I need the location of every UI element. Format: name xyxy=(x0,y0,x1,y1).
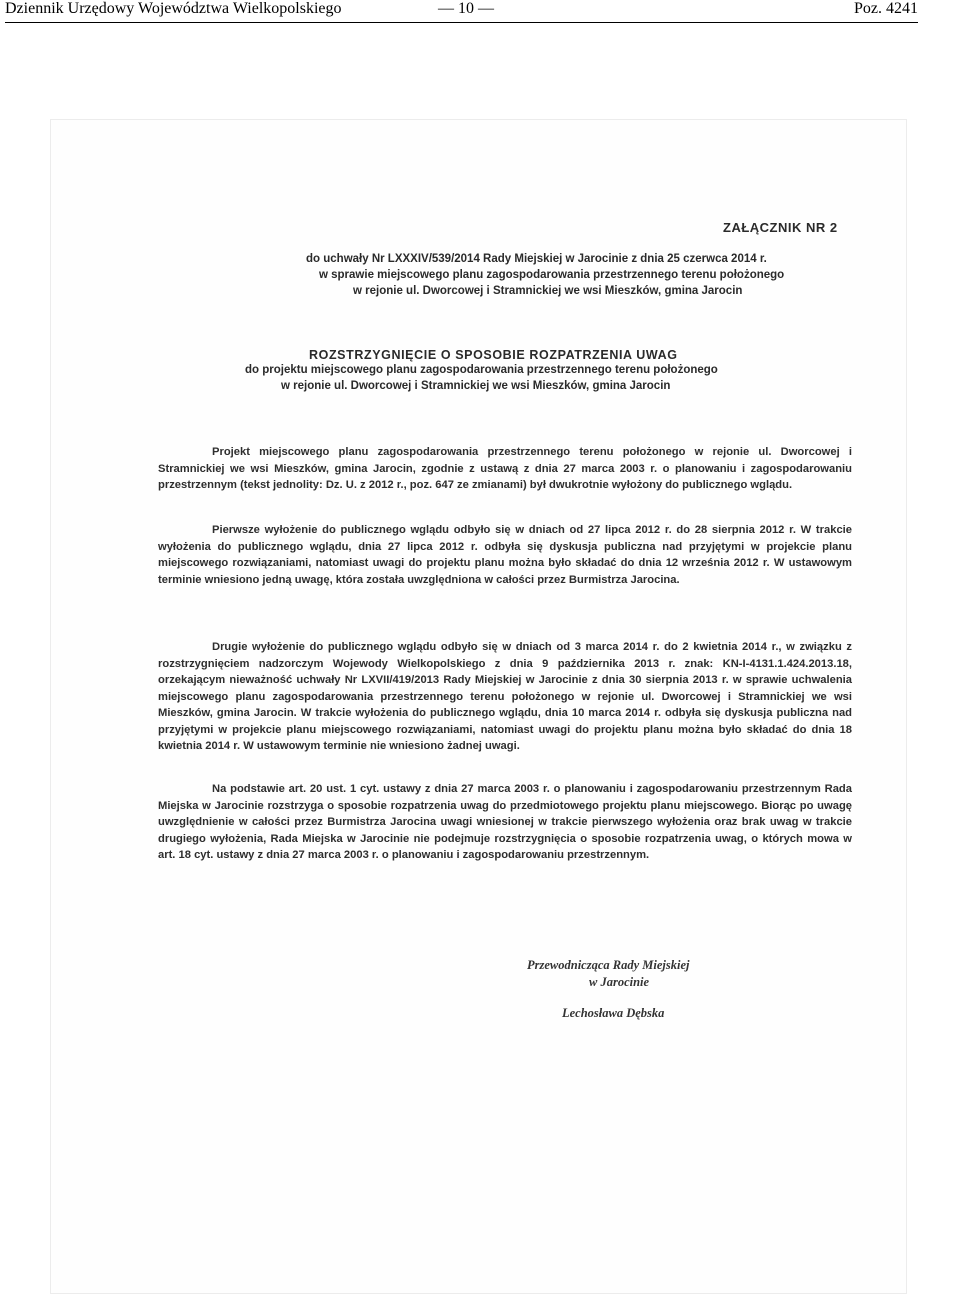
signature-name: Lechosława Dębska xyxy=(562,1006,665,1020)
annex-title: ZAŁĄCZNIK NR 2 xyxy=(723,220,838,235)
signature-role: w Jarocinie xyxy=(589,975,650,989)
publication-title: Dziennik Urzędowy Województwa Wielkopolskiego xyxy=(5,0,342,17)
running-header xyxy=(5,0,918,23)
position-number: Poz. 4241 xyxy=(854,0,918,17)
resolution-subtitle: do projektu miejscowego planu zagospodarowania przestrzennego terenu położonego xyxy=(245,364,718,376)
paragraph-first-display xyxy=(158,522,852,588)
paragraph-second-display xyxy=(158,639,852,755)
signature-role: Przewodnicząca Rady Miejskiej xyxy=(527,958,690,972)
resolution-subtitle: w rejonie ul. Dworcowej i Stramnickiej we wsi Mieszków, gmina Jarocin xyxy=(281,380,671,392)
annex-reference-line: do uchwały Nr LXXXIV/539/2014 Rady Miejskiej w Jarocinie z dnia 25 czerwca 2014 r. xyxy=(306,253,767,265)
scanned-document xyxy=(50,119,907,1294)
paragraph-text: Drugie wyłożenie do publicznego wglądu odbyło się w dniach od 3 marca 2014 r. do 2 kwietnia 2014 r., w związku z rozstrzygnięciem nadzorczym Wojewody Wielkopolskiego z dnia 9 października 2013 r. znak: KN-I-4131.1.424.2013.18, orzekającym nieważność uchwały Nr LXVII/419/2013 Rady Miejskiej w Jarocinie z dnia 30 sierpnia 2013 r. w sprawie uchwalenia miejscowego planu zagospodarowania przestrzennego terenu położonego w rejonie ul. Dworcowej i Stramnickiej we wsi Mieszków, gmina Jarocin. W trakcie wyłożenia do publicznego wglądu, dnia 10 marca 2014 r. odbyła się dyskusja publiczna nad przyjętymi w projekcie planu miejscowego rozwiązaniami, natomiast uwagi do projektu planu można było składać do dnia 18 kwietnia 2014 r. W ustawowym terminie nie wniesiono żadnej uwagi. xyxy=(158,641,852,752)
paragraph-text: Na podstawie art. 20 ust. 1 cyt. ustawy z dnia 27 marca 2003 r. o planowaniu i zagospodarowaniu przestrzennym Rada Miejska w Jarocinie rozstrzyga o sposobie rozpatrzenia uwag do przedmiotowego projektu planu miejscowego. Biorąc po uwagę uwzględnienie w całości przez Burmistrza Jarocina uwagi wniesionej w trakcie pierwszego wyłożenia oraz brak uwag w trakcie drugiego wyłożenia, Rada Miejska w Jarocinie nie podejmuje rozstrzygnięcia o sposobie rozpatrzenia uwag, o których mowa w art. 18 cyt. ustawy z dnia 27 marca 2003 r. o planowaniu i zagospodarowaniu przestrzennym. xyxy=(158,783,852,861)
paragraph-decision xyxy=(158,781,852,864)
paragraph-text: Projekt miejscowego planu zagospodarowania przestrzennego terenu położonego w rejonie ul. Dworcowej i Stramnickiej we wsi Mieszków, gmina Jarocin, zgodnie z ustawą z dnia 27 marca 2003 r. o planowaniu i zagospodarowaniu przestrzennym (tekst jednolity: Dz. U. z 2012 r., poz. 647 ze zmianami) był dwukrotnie wyłożony do publicznego wglądu. xyxy=(158,446,852,491)
paragraph-text: Pierwsze wyłożenie do publicznego wglądu odbyło się w dniach od 27 lipca 2012 r. do 28 sierpnia 2012 r. W trakcie wyłożenia do publicznego wglądu, dnia 27 lipca 2012 r. odbyła się dyskusja publiczna nad przyjętymi w projekcie planu miejscowego rozwiązaniami, natomiast uwagi do projektu planu można było składać do dnia 12 września 2012 r. W ustawowym terminie wniesiono jedną uwagę, która została uwzględniona w całości przez Burmistrza Jarocina. xyxy=(158,524,852,586)
annex-reference-line: w sprawie miejscowego planu zagospodarowania przestrzennego terenu położonego xyxy=(319,269,785,281)
page-number: — 10 — xyxy=(438,0,494,17)
annex-reference-line: w rejonie ul. Dworcowej i Stramnickiej we wsi Mieszków, gmina Jarocin xyxy=(353,285,743,297)
paragraph-project xyxy=(158,444,852,494)
resolution-title: ROZSTRZYGNIĘCIE O SPOSOBIE ROZPATRZENIA UWAG xyxy=(309,348,678,362)
